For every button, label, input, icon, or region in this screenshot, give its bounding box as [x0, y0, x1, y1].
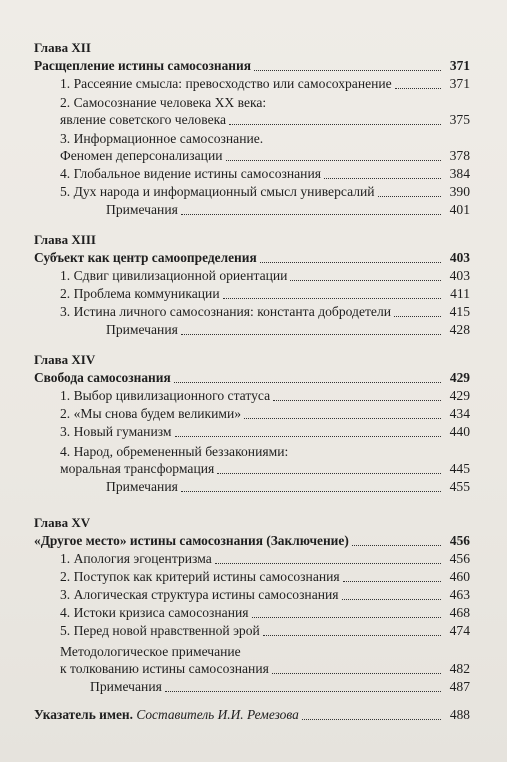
page-number: 487: [449, 679, 470, 694]
chapter-title: Свобода самосознания: [34, 370, 171, 385]
toc-entry-notes[interactable]: Примечания 428: [106, 322, 470, 337]
page-number: 456: [449, 551, 470, 566]
chapter-13: [34, 232, 470, 338]
page-number: 403: [449, 250, 470, 265]
chapter-label: Глава XIII: [34, 232, 96, 247]
toc-entry[interactable]: 5. Перед новой нравственной эрой 474: [60, 623, 470, 638]
page-number: 375: [449, 112, 470, 127]
page-number: 411: [450, 286, 470, 301]
toc-entry[interactable]: 3. Истина личного самосознания: константа добродетели 415: [60, 304, 470, 319]
toc-entry[interactable]: 1. Выбор цивилизационного статуса 429: [60, 388, 470, 403]
chapter-title: Расщепление истины самосознания: [34, 58, 251, 73]
toc-entry[interactable]: 3. Алогическая структура истины самосознания 463: [60, 587, 470, 602]
page-number: 468: [449, 605, 470, 620]
toc-entry[interactable]: 1. Рассеяние смысла: превосходство или самосохранение 371: [60, 76, 470, 91]
toc-entry-notes[interactable]: Примечания 401: [106, 202, 470, 217]
page-number: 460: [449, 569, 470, 584]
toc-entry-notes[interactable]: Примечания 455: [106, 479, 470, 494]
chapter-label: Глава XII: [34, 40, 91, 55]
page-number: 482: [449, 661, 470, 676]
toc-entry[interactable]: 2. «Мы снова будем великими» 434: [60, 406, 470, 421]
toc-entry[interactable]: [34, 531, 470, 549]
page-number: 440: [449, 424, 470, 439]
index-title: Указатель имен.: [34, 707, 133, 722]
page-number: 415: [449, 304, 470, 319]
page-number: 434: [449, 406, 470, 421]
chapter-title: Субъект как центр самоопределения: [34, 250, 257, 265]
chapter-label: Глава XV: [34, 515, 91, 530]
page-number: 455: [449, 479, 470, 494]
toc-entry[interactable]: [34, 56, 470, 74]
page-number: 384: [449, 166, 470, 181]
page-number: 456: [449, 533, 470, 548]
toc-entry[interactable]: 3. Новый гуманизм 440: [60, 424, 470, 439]
page-number: 403: [449, 268, 470, 283]
page-number: 378: [449, 148, 470, 163]
toc-entry-notes[interactable]: Примечания 487: [90, 679, 470, 694]
toc-entry[interactable]: [34, 248, 470, 266]
toc-entry[interactable]: 3. Информационное самосознание. Феномен деперсонализации 378: [60, 131, 470, 163]
page-number: 463: [449, 587, 470, 602]
chapter-label: Глава XIV: [34, 352, 96, 367]
toc-entry[interactable]: 5. Дух народа и информационный смысл универсалий 390: [60, 184, 470, 199]
toc-entry[interactable]: 2. Проблема коммуникации 411: [60, 286, 470, 301]
index-compiler: Составитель И.И. Ремезова: [136, 707, 299, 722]
toc-entry[interactable]: 4. Народ, обремененный беззакониями: моральная трансформация 445: [60, 444, 470, 476]
chapter-14: [34, 352, 470, 495]
toc-entry[interactable]: 1. Апология эгоцентризма 456: [60, 551, 470, 566]
toc-entry[interactable]: [34, 368, 470, 386]
table-of-contents: [34, 40, 470, 723]
toc-entry-index[interactable]: [34, 705, 470, 723]
page-number: 401: [449, 202, 470, 217]
toc-entry[interactable]: 2. Поступок как критерий истины самосознания 460: [60, 569, 470, 584]
page-number: 428: [449, 322, 470, 337]
page-number: 371: [449, 58, 470, 73]
toc-entry[interactable]: 4. Истоки кризиса самосознания 468: [60, 605, 470, 620]
page-number: 488: [449, 707, 470, 722]
page-number: 429: [449, 370, 470, 385]
toc-entry[interactable]: 1. Сдвиг цивилизационной ориентации 403: [60, 268, 470, 283]
chapter-title: «Другое место» истины самосознания (Заключение): [34, 533, 349, 548]
toc-entry[interactable]: 2. Самосознание человека XX века: явление советского человека 375: [60, 95, 470, 127]
chapter-15: [34, 515, 470, 695]
page-number: 474: [449, 623, 470, 638]
chapter-12: [34, 40, 470, 218]
page-number: 371: [449, 76, 470, 91]
page-number: 429: [449, 388, 470, 403]
page-number: 445: [449, 461, 470, 476]
page-number: 390: [449, 184, 470, 199]
toc-entry[interactable]: Методологическое примечание к толкованию истины самосознания 482: [60, 644, 470, 676]
toc-entry[interactable]: 4. Глобальное видение истины самосознания 384: [60, 166, 470, 181]
